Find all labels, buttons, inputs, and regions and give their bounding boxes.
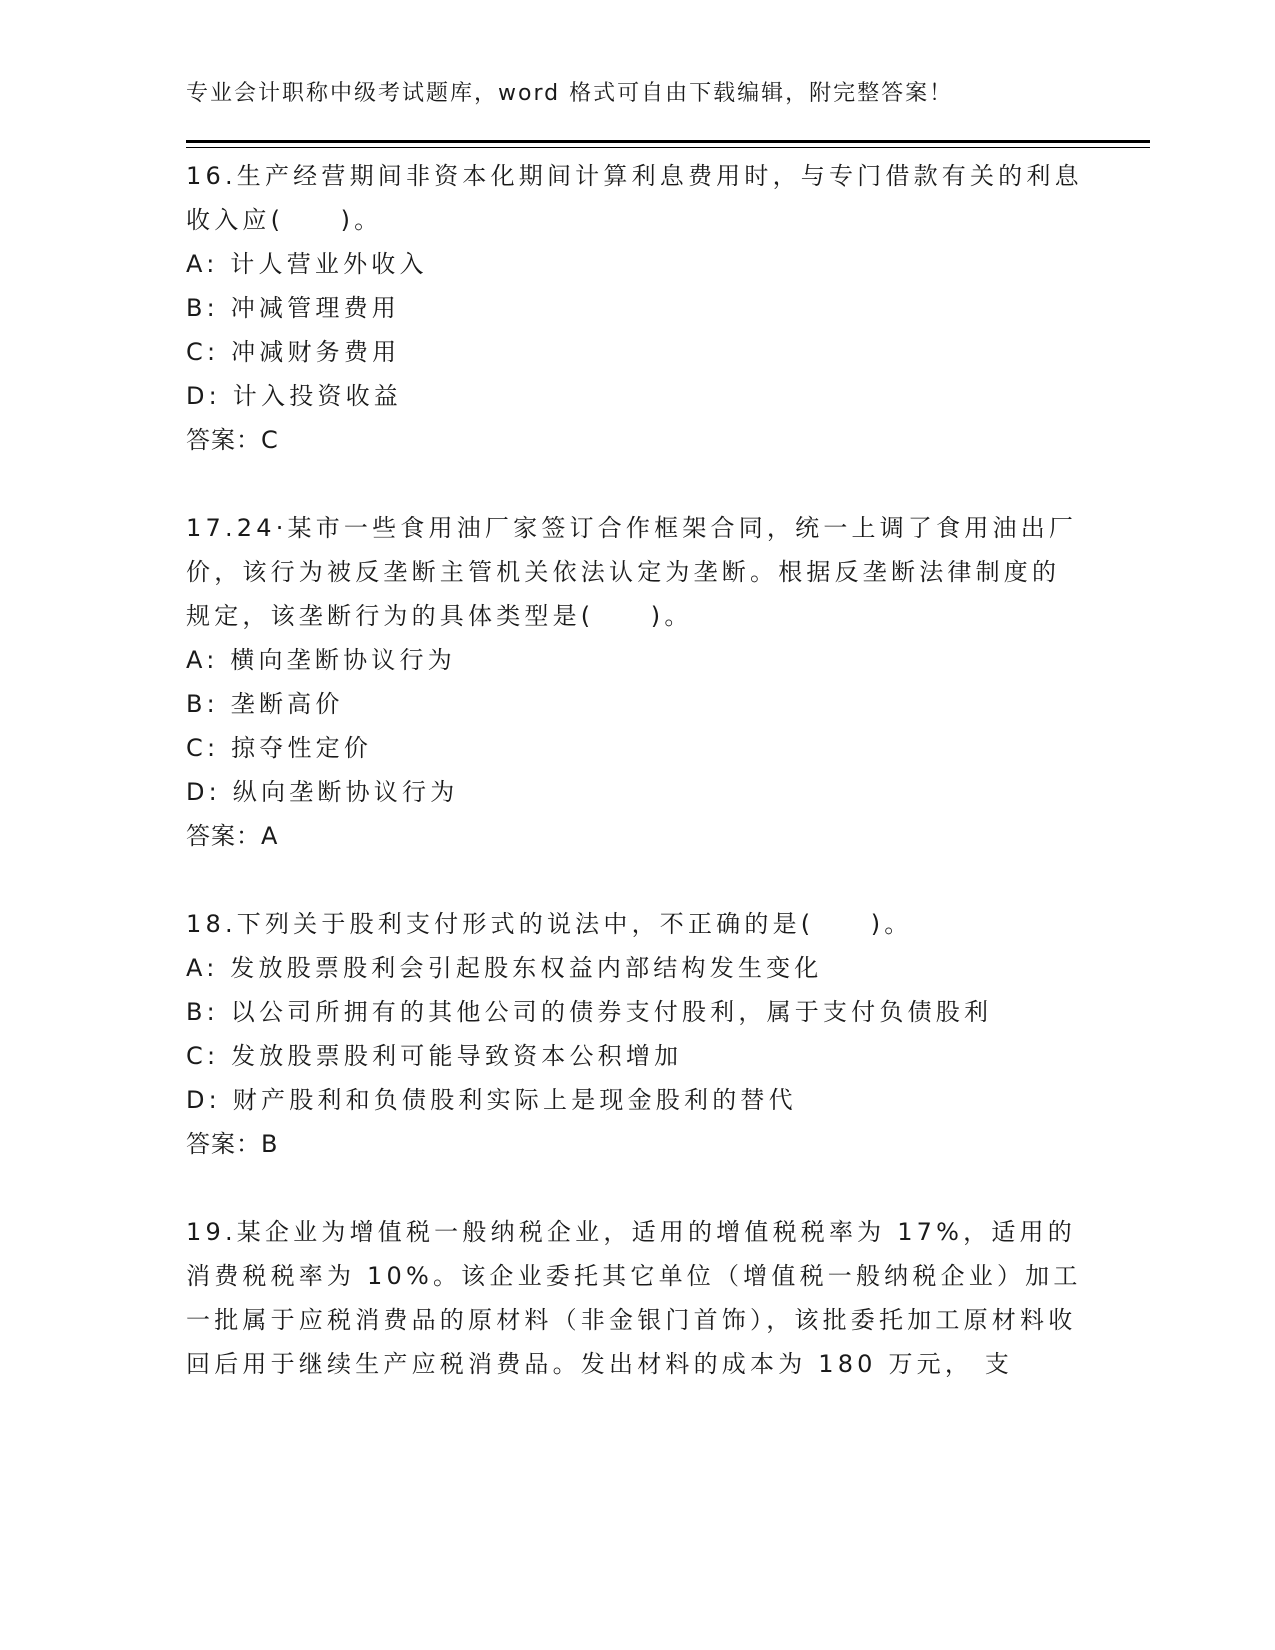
option-b: B: 垄断高价	[186, 690, 344, 718]
question-stem: 16.生产经营期间非资本化期间计算利息费用时，与专门借款有关的利息收入应( )。	[186, 162, 1083, 234]
option-a: A: 横向垄断协议行为	[186, 646, 456, 674]
option-a: A: 计人营业外收入	[186, 250, 428, 278]
option-b: B: 以公司所拥有的其他公司的债券支付股利，属于支付负债股利	[186, 998, 993, 1026]
option-a: A: 发放股票股利会引起股东权益内部结构发生变化	[186, 954, 823, 982]
header-divider-thick	[186, 140, 1150, 143]
answer: 答案：A	[186, 822, 279, 850]
option-c: C: 发放股票股利可能导致资本公积增加	[186, 1042, 683, 1070]
question-spacer	[186, 858, 1086, 902]
question-spacer	[186, 462, 1086, 506]
page-header: 专业会计职称中级考试题库，word 格式可自由下载编辑，附完整答案！	[186, 81, 954, 106]
option-d: D: 财产股利和负债股利实际上是现金股利的替代	[186, 1086, 797, 1114]
answer: 答案：B	[186, 1130, 279, 1158]
question-stem: 17.24·某市一些食用油厂家签订合作框架合同，统一上调了食用油出厂价，该行为被反垄断主管机关依法认定为垄断。根据反垄断法律制度的规定，该垄断行为的具体类型是( )。	[186, 514, 1078, 630]
question-stem: 18.下列关于股利支付形式的说法中，不正确的是( )。	[186, 910, 913, 938]
option-b: B: 冲减管理费用	[186, 294, 400, 322]
question-list	[186, 154, 1086, 1386]
question-19	[186, 1210, 1086, 1386]
option-c: C: 冲减财务费用	[186, 338, 401, 366]
question-16	[186, 154, 1086, 462]
option-d: D: 纵向垄断协议行为	[186, 778, 459, 806]
option-d: D: 计入投资收益	[186, 382, 402, 410]
question-18	[186, 902, 1086, 1166]
option-c: C: 掠夺性定价	[186, 734, 373, 762]
question-stem: 19.某企业为增值税一般纳税企业，适用的增值税税率为 17%，适用的消费税税率为 10%。该企业委托其它单位（增值税一般纳税企业）加工一批属于应税消费品的原材料（非金银门首饰），该批委托加工原材料收回后用于继续生产应税消费品。发出材料的成本为 180 万元， 支	[186, 1218, 1082, 1378]
question-spacer	[186, 1166, 1086, 1210]
header-divider-thin	[186, 147, 1150, 148]
answer: 答案：C	[186, 426, 279, 454]
question-17	[186, 506, 1086, 858]
